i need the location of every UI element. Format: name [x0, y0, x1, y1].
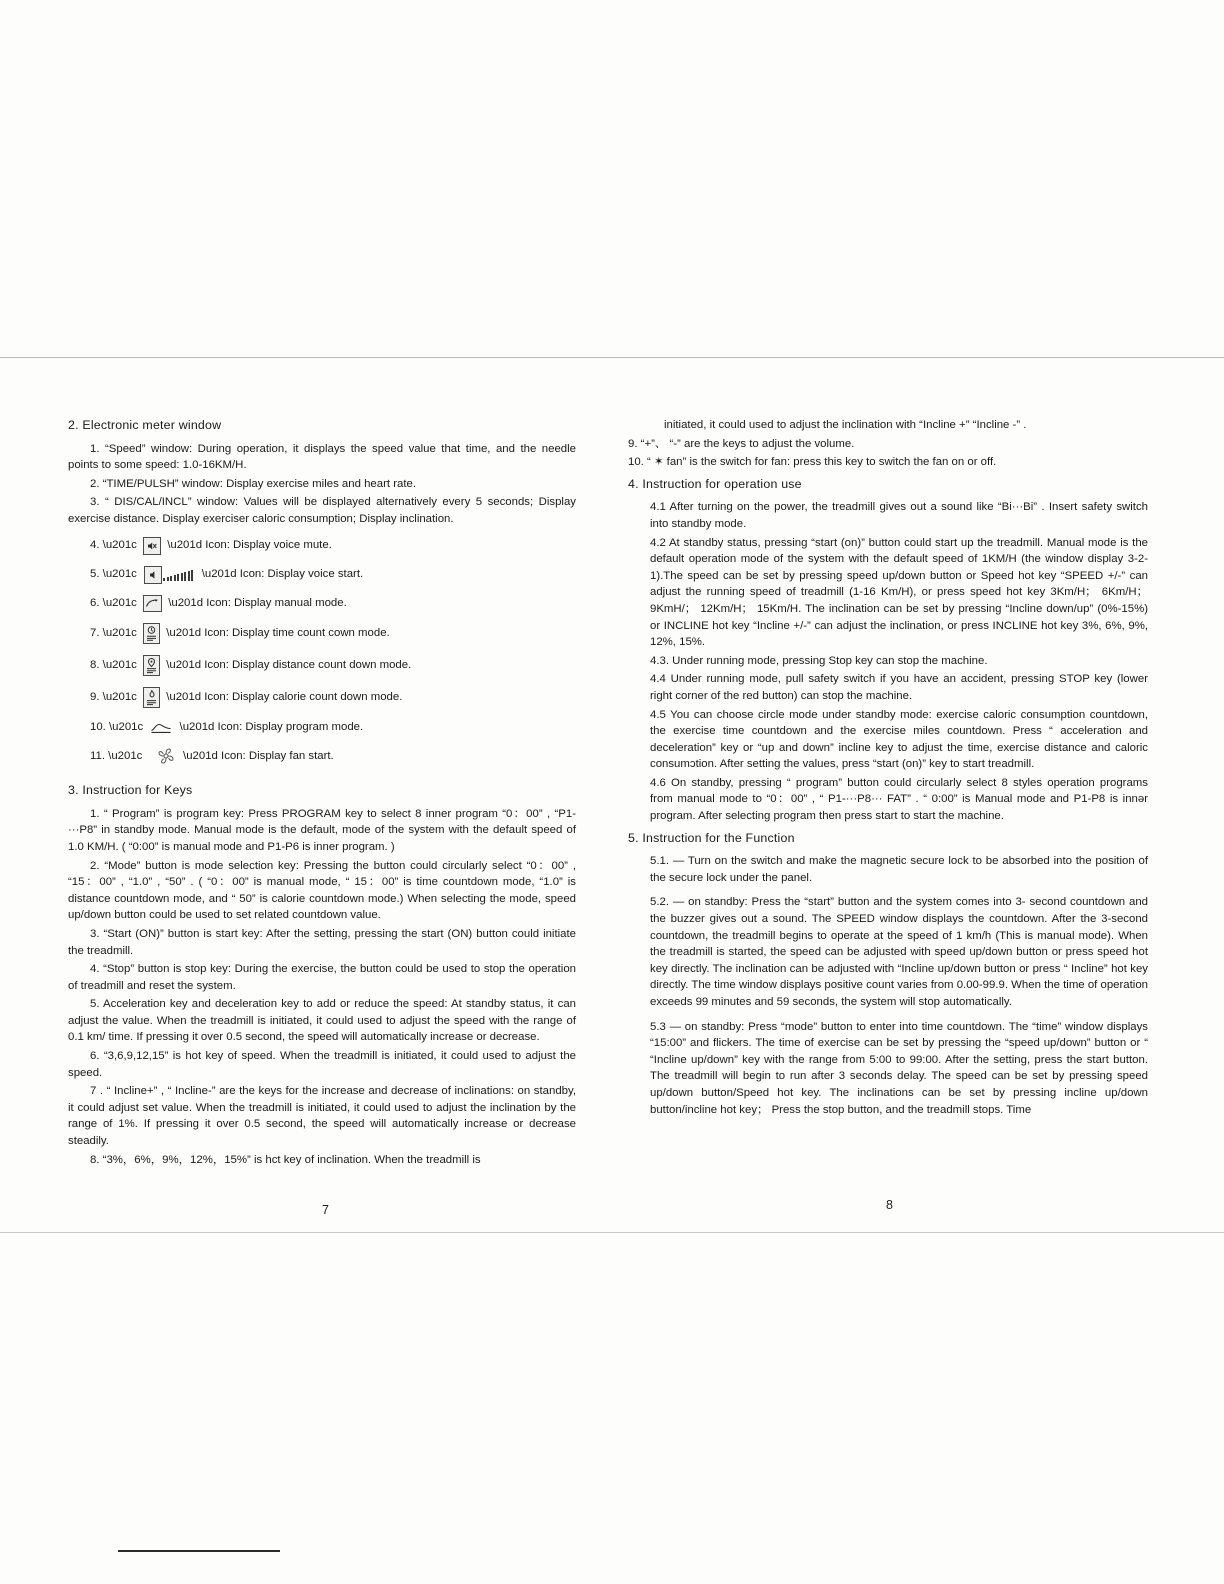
- manual-mode-icon: [143, 595, 162, 612]
- operation-item-4-5: 4.5 You can choose circle mode under standby mode: exercise caloric consumption countdown, the exercise time countdown and the exercise miles countdown. Press “ acceleration and deceleration” key or “up and down” incline key to adjust the time, exercise distance and caloric consumɔtion. After setting the values, press “start (on)” key to start treadmill.: [650, 708, 1148, 771]
- footer-mark: [118, 1550, 280, 1552]
- section-heading-keys: 3. Instruction for Keys: [68, 783, 193, 798]
- bottom-divider: [0, 1232, 1224, 1233]
- page-number-left: 7: [322, 1203, 329, 1217]
- meter-icon-item-10-text: Icon: Display program mode.: [217, 720, 364, 733]
- meter-item-3: 3. “ DIS/CAL/INCL” window: Values will be displayed alternatively every 5 seconds; Display exercise distance. Display exerciser caloric consumption; Display inclination.: [68, 496, 576, 525]
- program-mode-icon: [150, 720, 172, 734]
- time-countdown-icon: [143, 623, 160, 644]
- meter-icon-item-10-number: 10.: [90, 720, 106, 733]
- keys-item-2: 2. “Mode” button is mode selection key: Pressing the button could circularly select “0：00” , “15：00” , “1.0” , “50” . ( “0：00” is manual mode, “ 15：00” is time countdown mode, “1.0” is distance countdown mode, and “ 50” is calorie countdown mode.) When selecting the mode, speed up/down button could be used to set related countdown value.: [68, 859, 576, 922]
- list-item: 9. \u201c \u201d Icon: Display calorie count down mode.: [68, 687, 576, 708]
- list-item: 6. \u201c \u201d Icon: Display manual mode.: [68, 595, 576, 612]
- meter-icon-item-9-text: Icon: Display calorie count down mode.: [204, 690, 403, 703]
- keys-item-7: 7 . “ Incline+” , “ Incline-” are the keys for the increase and decrease of inclinations: on standby, it could adjust set value. When the treadmill is initiated, it could used to adjust the inclination by the range of 1%. If pressing it over 0.5 second, the speed will automatically increase or decrease steadily.: [68, 1085, 576, 1148]
- list-item: 8. \u201c \u201d Icon: Display distance count down mode.: [68, 655, 576, 676]
- continuation-item-9: 9. “+”、 “-” are the keys to adjust the volume.: [628, 437, 855, 450]
- page-content: [0, 357, 1224, 1232]
- meter-icon-item-11-text: Icon: Display fan start.: [221, 749, 334, 762]
- page-number-right: 8: [886, 1198, 893, 1212]
- calorie-countdown-icon: [143, 687, 160, 708]
- section-heading-operation: 4. Instruction for operation use: [628, 476, 802, 491]
- meter-icon-item-9-number: 9.: [90, 690, 100, 703]
- section-heading-function: 5. Instruction for the Function: [628, 830, 795, 845]
- voice-mute-icon: [143, 537, 161, 555]
- meter-icon-item-5-number: 5.: [90, 568, 100, 581]
- meter-icon-item-7-number: 7.: [90, 626, 100, 639]
- operation-item-4-6: 4.6 On standby, pressing “ program” button could circularly select 8 styles operation programs from manual mode to “0：00” , “ P1-···P8··· FAT” . “ 0:00” is Manual mode and P1-P8 is innər program. After selecting program then press start to start the machine.: [650, 776, 1148, 823]
- list-item: 7. \u201c \u201d Icon: Display time count cown mode.: [68, 623, 576, 644]
- keys-item-1: 1. “ Program” is program key: Press PROGRAM key to select 8 inner program “0：00” , “P1-···P8” in standby mode. Manual mode is the default, mode of the system with the default speed of 1.0 KM/H. ( “0:00” is manual mode and P1-P6 is inner program. ): [68, 807, 576, 853]
- keys-item-4: 4. “Stop” button is stop key: During the exercise, the button could be used to stop the operation of treadmill and reset the system.: [68, 963, 576, 992]
- meter-icon-item-7-text: Icon: Display time count cown mode.: [204, 626, 390, 639]
- meter-icon-item-8-number: 8.: [90, 658, 100, 671]
- keys-item-6: 6. “3,6,9,12,15” is hot key of speed. When the treadmill is initiated, it could used to adjust the speed.: [68, 1050, 576, 1079]
- operation-item-4-1: 4.1 After turning on the power, the treadmill gives out a sound like “Bi···Bi” . Insert safety switch into standby mode.: [650, 501, 1148, 530]
- distance-countdown-icon: [143, 655, 160, 676]
- section-heading-meter-window: 2. Electronic meter window: [68, 418, 222, 432]
- meter-icon-item-6-number: 6.: [90, 596, 100, 609]
- voice-start-icon: [144, 566, 195, 584]
- list-item: 10. \u201c \u201d Icon: Display program mode.: [68, 719, 576, 736]
- keys-item-5: 5. Acceleration key and deceleration key to add or reduce the speed: At standby status, it can adjust the value. When the treadmill is initiated, it could used to adjust the speed with the range of 0.1 km/ time. If pressing it over 0.5 second, the speed will automatically increase or decrease.: [68, 998, 576, 1044]
- list-item: 4. \u201c \u201d Icon: Display voice mute.: [68, 537, 576, 555]
- meter-item-1: 1. “Speed” window: During operation, it displays the speed value that time, and the needle points to some speed: 1.0-16KM/H.: [68, 442, 576, 472]
- fan-start-icon: [156, 746, 176, 766]
- meter-icon-item-4-number: 4.: [90, 539, 100, 552]
- meter-icon-item-4-text: Icon: Display voice mute.: [205, 539, 332, 552]
- right-column: [628, 417, 1148, 1120]
- meter-icon-item-6-text: Icon: Display manual mode.: [206, 596, 347, 609]
- keys-item-3: 3. “Start (ON)” button is start key: After the setting, pressing the start (ON) button could initiate the treadmill.: [68, 927, 576, 957]
- function-item-5-1: 5.1. — Turn on the switch and make the magnetic secure lock to be absorbed into the position of the secure lock under the panel.: [650, 855, 1148, 884]
- meter-icon-item-11-number: 11.: [90, 749, 105, 762]
- keys-item-8: 8. “3%，6%，9%，12%，15%” is hct key of inclination. When the treadmill is: [90, 1153, 481, 1166]
- meter-icon-item-8-text: Icon: Display distance count down mode.: [204, 658, 412, 671]
- left-column: [68, 417, 576, 1170]
- meter-icon-item-5-text: Icon: Display voice start.: [239, 568, 364, 581]
- function-item-5-2: 5.2. — on standby: Press the “start” button and the system comes into 3- second countdown and the buzzer gives out a sound. The SPEED window displays the countdown. After the 3-second countdown, the treadmill begins to operate at the speed of 1 km/h (This is manual mode). When the treadmill is started, the speed can be adjusted with speed up/down button or press speed hot key directly. The inclination can be adjusted with “Incline up/down button or press “ Incline” hot key directly. The time window displays positive count varies from 0.00-99.9. When the time of operation exceeds 99 minutes and 59 seconds, the system will stop automatically.: [650, 896, 1148, 1008]
- function-item-5-3: 5.3 — on standby: Press “mode” button to enter into time countdown. The “time” window displays “15:00” and flickers. The time of exercise can be set by pressing the “speed up/down” button or “ “Incline up/down” key with the range from 5:00 to 99:00. After the setting, press the start button. The treadmill will begin to run after 3 seconds delay. The speed can be set by pressing speed up/down button/Speed hot key. The inclinations can be set by pressing incline up/down button/incline hot key； Press the stop button, and the treadmill stops. Time: [650, 1020, 1148, 1116]
- continuation-item-10: 10. “ ✶ fan” is the switch for fan: press this key to switch the fan on or off.: [628, 456, 997, 469]
- list-item: 5. \u201c \u201d Icon: Display voice start.: [68, 566, 576, 584]
- operation-item-4-3: 4.3. Under running mode, pressing Stop key can stop the machine.: [650, 654, 988, 667]
- voice-level-bars: [163, 569, 195, 581]
- operation-item-4-2: 4.2 At standby status, pressing “start (on)” button could start up the treadmill. Manual mode is the default operation mode of the system with the default speed of 1KM/H (the window display 3-2-1).The speed can be set by pressing speed up/down button or Speed hot key “SPEED +/-” can adjust the running speed of treadmill (1-16 Km/H), or press speed hot key 3Km/H； 6Km/H； 9KmH/； 12Km/H； 15Km/H. The inclination can be set by pressing “Incline down/up” (0%-15%) or INCLINE hot key “Incline +/-” can adjust the inclination, or press INCLINE hot key 3%, 6%, 9%, 12%, 15%.: [650, 536, 1148, 649]
- list-item: 11. \u201c \u201d Icon: Display fan start.: [68, 746, 576, 766]
- operation-item-4-4: 4.4 Under running mode, pull safety switch if you have an accident, pressing STOP key (lower right corner of the red button) can stop the machine.: [650, 673, 1148, 702]
- continuation-line-8: initiated, it could used to adjust the inclination with “Incline +” “Incline -” .: [664, 419, 1027, 431]
- meter-item-2: 2. “TIME/PULSH” window: Display exercise miles and heart rate.: [90, 477, 417, 490]
